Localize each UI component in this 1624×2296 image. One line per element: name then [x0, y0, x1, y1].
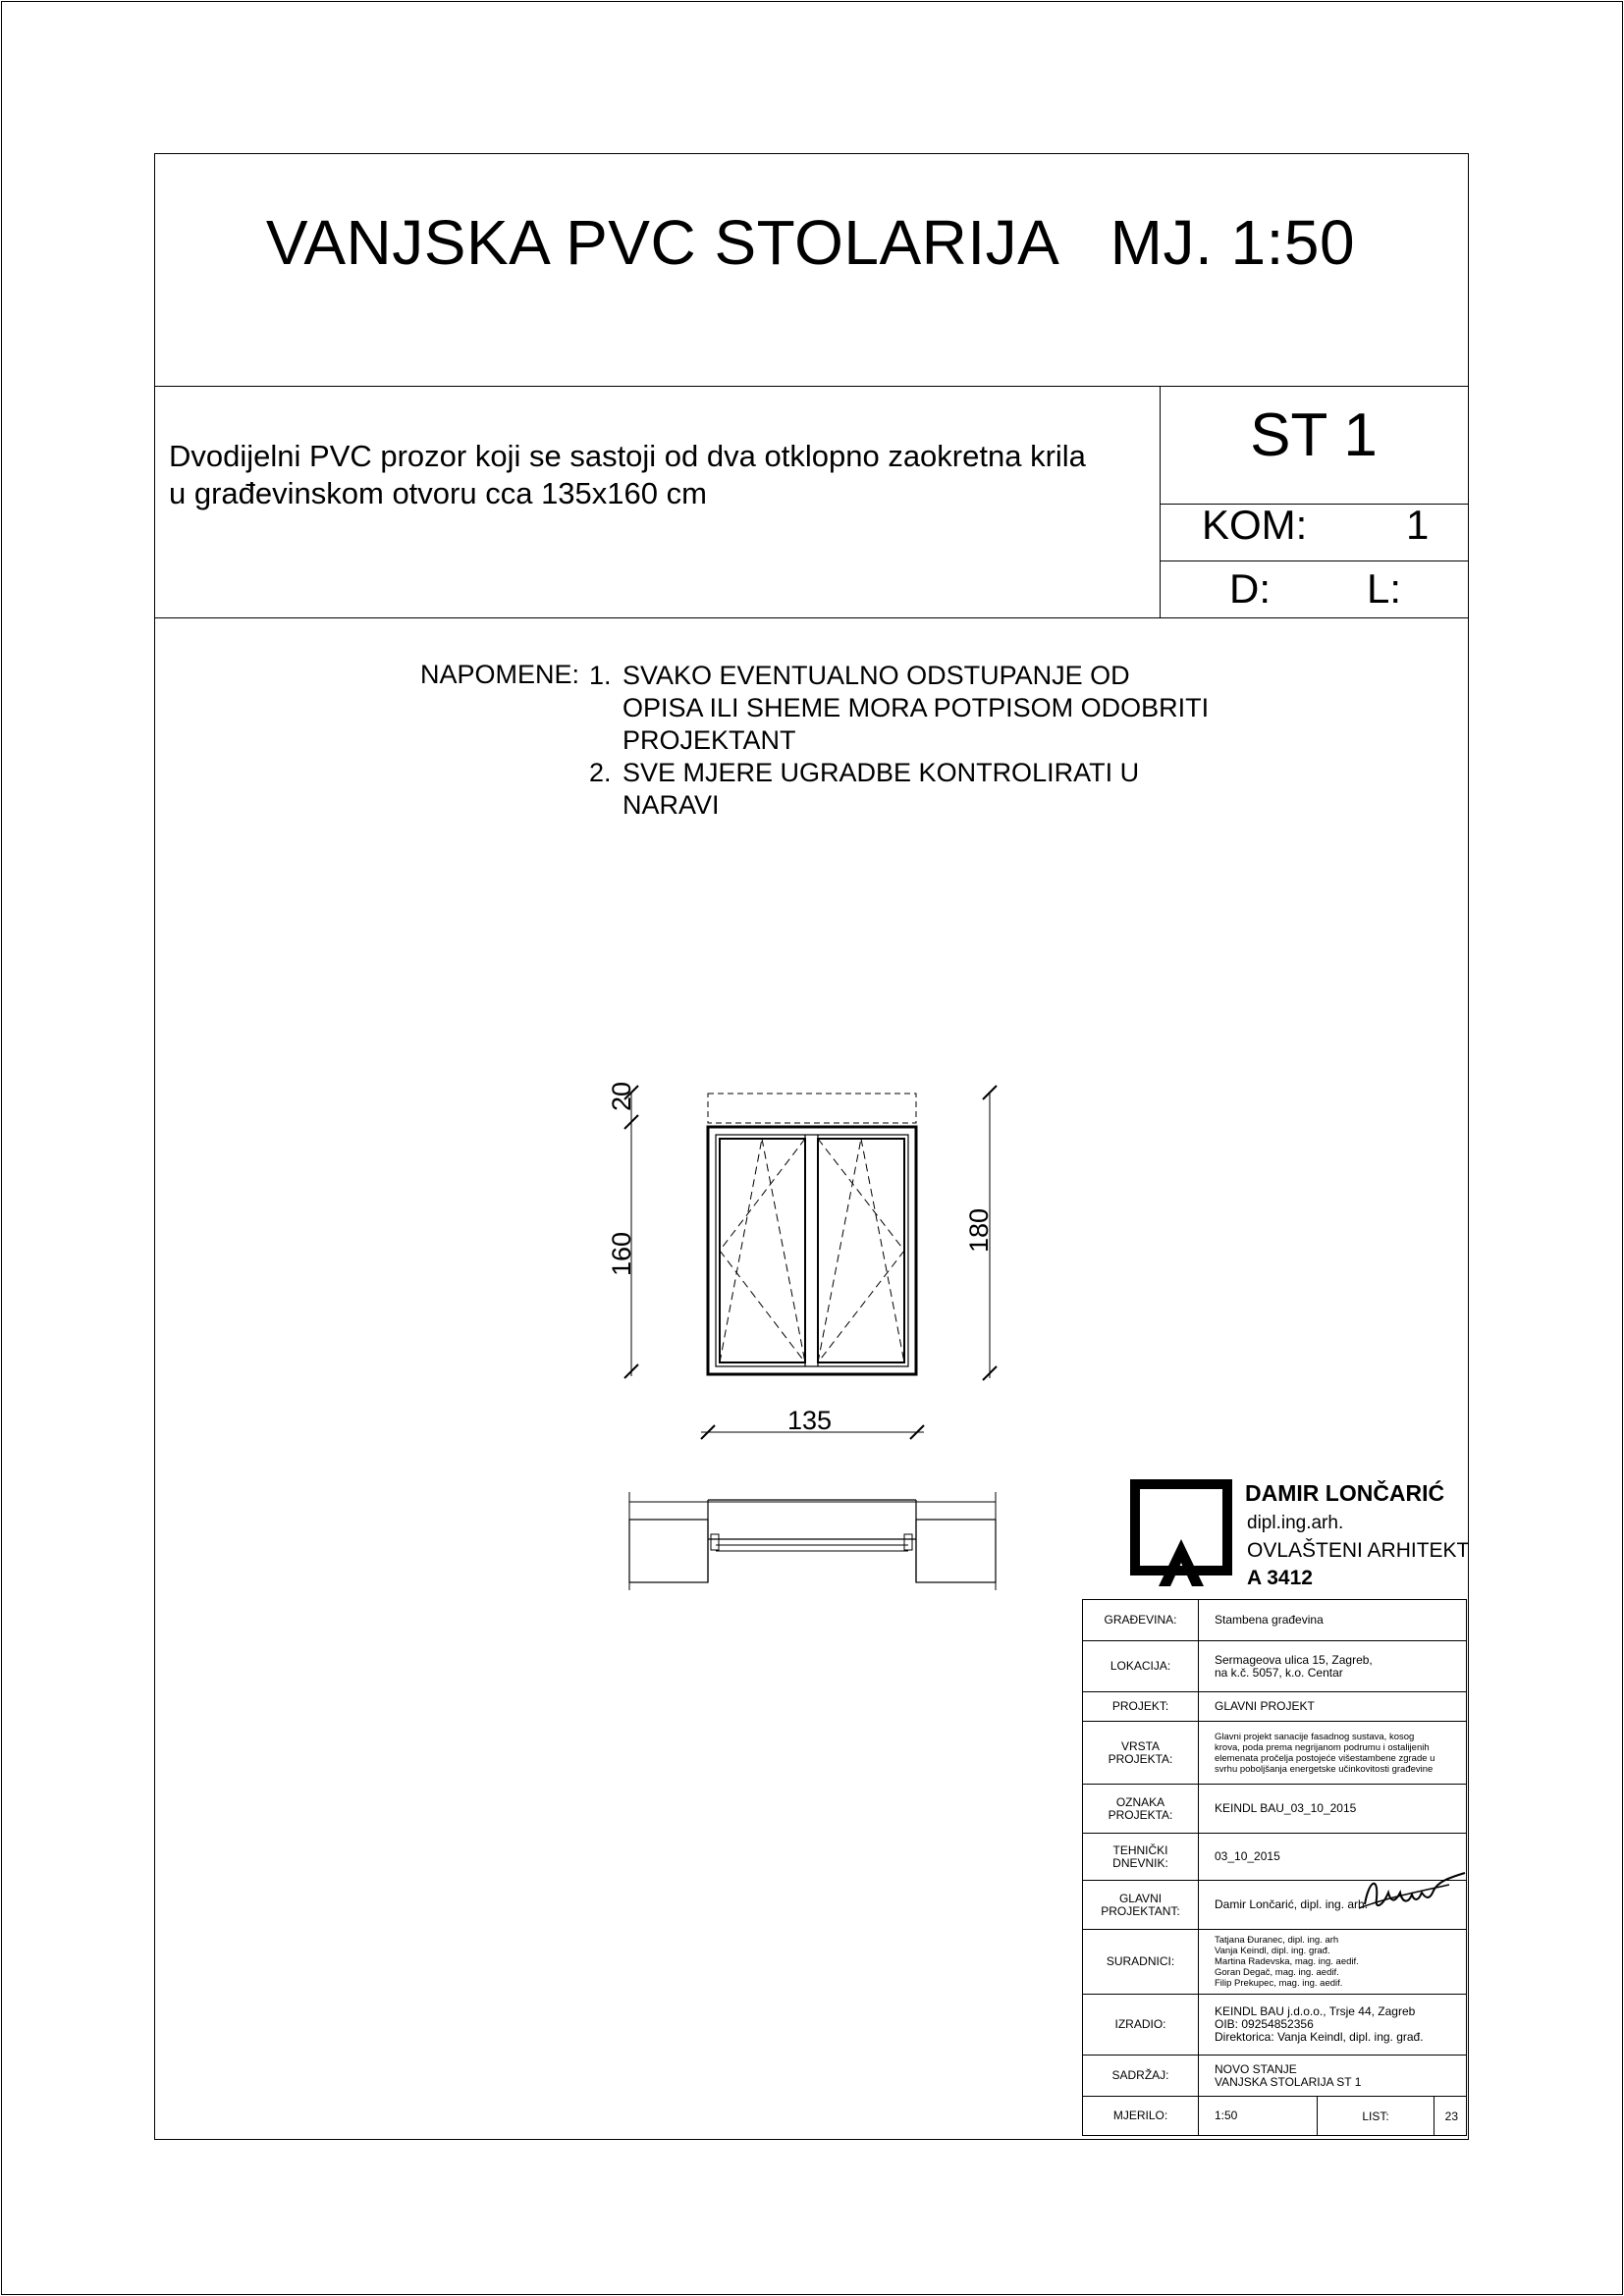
row-projekt [1083, 1692, 1467, 1722]
note-1-line-2: OPISA ILI SHEME MORA POTPISOM ODOBRITI [623, 693, 1210, 722]
sadrzaj-line-1: NOVO STANJE [1215, 2061, 1297, 2076]
izradio-line-2: OIB: 09254852356 [1215, 2017, 1314, 2031]
row-vrsta [1083, 1722, 1467, 1785]
row-sadrzaj [1083, 2056, 1467, 2097]
row-oznaka [1083, 1785, 1467, 1834]
izradio-label: IZRADIO: [1083, 1995, 1199, 2056]
vrsta-label-2: PROJEKTA: [1108, 1751, 1173, 1766]
projekt-value: GLAVNI PROJEKT [1199, 1692, 1467, 1722]
suradnik-1: Tatjana Đuranec, dipl. ing. arh [1215, 1935, 1339, 1946]
row-gradevina [1083, 1600, 1467, 1641]
row-izradio [1083, 1995, 1467, 2056]
suradnici-value [1199, 1930, 1467, 1995]
suradnik-2: Vanja Keindl, dipl. ing. građ. [1215, 1946, 1330, 1956]
izradio-line-1: KEINDL BAU j.d.o.o., Trsje 44, Zagreb [1215, 2004, 1416, 2018]
glavni-label-2: PROJEKTANT: [1101, 1903, 1180, 1918]
oznaka-label-1: OZNAKA [1115, 1794, 1165, 1809]
dim-width: 135 [787, 1406, 833, 1435]
note-1-number: 1. [589, 661, 612, 690]
vrsta-label [1083, 1722, 1199, 1785]
list-label: LIST: [1318, 2097, 1435, 2136]
description-line-2: u građevinskom otvoru cca 135x160 cm [169, 476, 707, 510]
gradevina-label: GRAĐEVINA: [1083, 1600, 1199, 1641]
lokacija-label: LOKACIJA: [1083, 1641, 1199, 1692]
kom-label: KOM: [1202, 502, 1308, 548]
izradio-line-3: Direktorica: Vanja Keindl, dipl. ing. građ. [1215, 2030, 1424, 2044]
note-2-line-1: SVE MJERE UGRADBE KONTROLIRATI U [623, 758, 1140, 787]
glavni-label [1083, 1881, 1199, 1930]
vrsta-line-2: krova, poda prema negrijanom podrumu i ostalijenih [1215, 1741, 1430, 1753]
right-sash [818, 1139, 904, 1362]
tehnicki-label-1: TEHNIČKI [1112, 1842, 1168, 1857]
left-sash [720, 1139, 805, 1362]
stamp-role: OVLAŠTENI ARHITEKT [1247, 1539, 1470, 1562]
suradnik-5: Filip Prekupec, mag. ing. aedif. [1215, 1978, 1343, 1989]
suradnik-3: Martina Radevska, mag. ing. aedif. [1215, 1956, 1359, 1967]
window-outer-frame [708, 1127, 916, 1374]
oznaka-label-2: PROJEKTA: [1108, 1807, 1173, 1822]
lokacija-value [1199, 1641, 1467, 1692]
description-line-1: Dvodijelni PVC prozor koji se sastoji od dva otklopno zaokretna krila [169, 439, 1086, 473]
oznaka-value: KEINDL BAU_03_10_2015 [1199, 1785, 1467, 1834]
gradevina-value: Stambena građevina [1199, 1600, 1467, 1641]
vrsta-line-4: svrhu poboljšanja energetske učinkovitosti građevine [1215, 1763, 1434, 1775]
row-suradnici [1083, 1930, 1467, 1995]
projekt-label: PROJEKT: [1083, 1692, 1199, 1722]
glavni-label-1: GLAVNI [1118, 1891, 1163, 1905]
note-2-line-2: NARAVI [623, 790, 720, 820]
kom-value: 1 [1406, 502, 1430, 548]
tehnicki-label [1083, 1834, 1199, 1881]
dim-top: 20 [607, 1081, 636, 1111]
note-1-line-3: PROJEKTANT [623, 725, 796, 755]
lokacija-line-1: Sermageova ulica 15, Zagreb, [1215, 1652, 1373, 1667]
tehnicki-label-2: DNEVNIK: [1112, 1855, 1168, 1870]
note-2-number: 2. [589, 758, 612, 787]
page-title: VANJSKA PVC STOLARIJA MJ. 1:50 [265, 207, 1356, 278]
vrsta-line-3: elemenata pročelja postojeće višestambene zgrade u [1215, 1752, 1435, 1764]
element-code: ST 1 [1250, 401, 1378, 469]
window-inner-frame [716, 1135, 908, 1366]
note-1-line-1: SVAKO EVENTUALNO ODSTUPANJE OD [623, 661, 1130, 690]
stamp-title: dipl.ing.arh. [1247, 1513, 1344, 1533]
signature [1355, 1871, 1469, 1916]
list-value: 23 [1435, 2097, 1467, 2136]
suradnik-4: Goran Degač, mag. ing. aedif. [1215, 1967, 1339, 1978]
izradio-value [1199, 1995, 1467, 2056]
dim-height: 160 [607, 1231, 636, 1276]
vrsta-label-1: VRSTA [1120, 1738, 1161, 1753]
sadrzaj-line-2: VANJSKA STOLARIJA ST 1 [1215, 2074, 1362, 2089]
dim-total: 180 [964, 1207, 994, 1253]
glavni-value: Damir Lončarić, dipl. ing. arh. [1199, 1881, 1467, 1930]
mjerilo-value: 1:50 [1199, 2097, 1318, 2136]
architect-logo [1129, 1478, 1233, 1588]
mjerilo-label: MJERILO: [1083, 2097, 1199, 2136]
lintel-dashed [708, 1094, 916, 1123]
stamp-number: A 3412 [1247, 1567, 1313, 1589]
suradnici-label: SURADNICI: [1083, 1930, 1199, 1995]
sadrzaj-value [1199, 2056, 1467, 2097]
lokacija-line-2: na k.č. 5057, k.o. Centar [1215, 1665, 1343, 1680]
vrsta-value [1199, 1722, 1467, 1785]
row-mjerilo [1083, 2097, 1467, 2136]
oznaka-label [1083, 1785, 1199, 1834]
l-label: L: [1367, 565, 1402, 612]
sadrzaj-label: SADRŽAJ: [1083, 2056, 1199, 2097]
notes-heading: NAPOMENE: [420, 660, 580, 689]
row-lokacija [1083, 1641, 1467, 1692]
vrsta-line-1: Glavni projekt sanacije fasadnog sustava, kosog [1215, 1731, 1415, 1742]
stamp-name: DAMIR LONČARIĆ [1245, 1480, 1445, 1506]
title-block [1082, 1599, 1467, 2136]
d-label: D: [1229, 565, 1271, 612]
tehnicki-value: 03_10_2015 [1199, 1834, 1467, 1881]
